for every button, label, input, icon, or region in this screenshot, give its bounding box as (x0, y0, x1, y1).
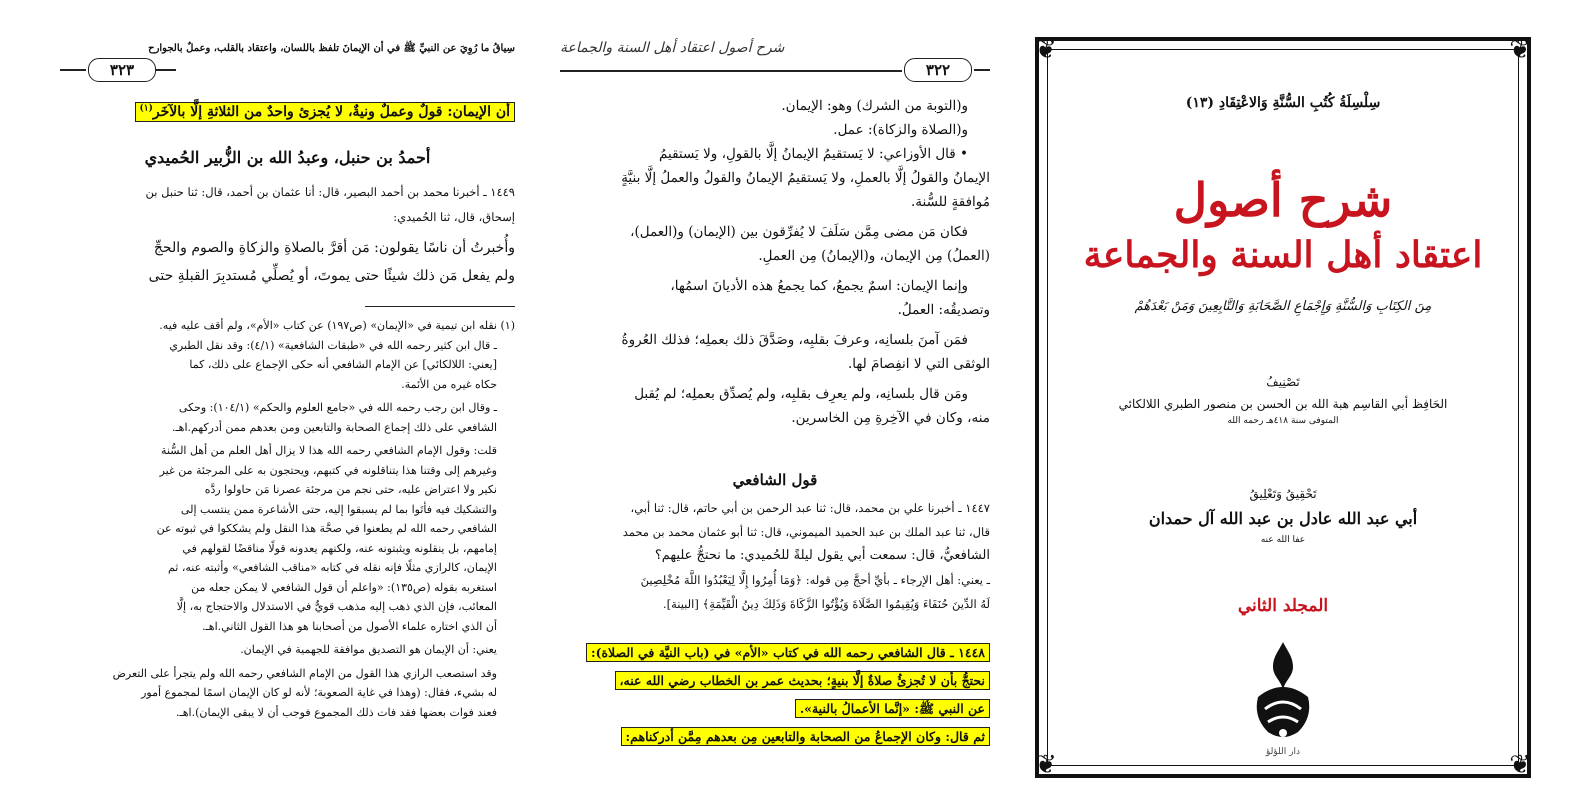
page-number: ٣٢٣ (88, 58, 156, 82)
line-1449-2: إسحاق، قال، ثنا الحُميدي: (393, 210, 515, 224)
editor-name: أبي عبد الله عادل بن عبد الله آل حمدان (1148, 509, 1418, 528)
body-line: الشافعيُّ، قال: سمعت أبي يقول ليلةً للحُميدي: ما نحتجُّ عليهم؟ (654, 548, 990, 563)
body-line: • قال الأوزاعي: لا يَستقيمُ الإيمانُ إلَّا بالقولِ، ولا يَستقيمُ (659, 146, 968, 162)
highlight-line: ثم قال: وكان الإجماعُ من الصحابة والتابعين مِن بعدهم مِمَّن أدركناهم: (621, 727, 990, 746)
section-heading: أحمدُ بن حنبل، وعبدُ الله بن الزُّبير الحُميدي (144, 148, 431, 167)
ornament-icon: ❦ (1509, 35, 1531, 65)
book-cover (1035, 0, 1533, 800)
footnote-line: استغربه بقوله (ص١٣٥): «واعلم أن قول الشافعي لا يمكن جعله من (191, 580, 497, 594)
body-line: (العملُ) مِن الإيمان، و(الإيمانُ) مِن العملِ. (758, 248, 990, 264)
book-title-line1: شرح أصول (1173, 173, 1393, 227)
body-line: و(الصلاة والزكاة): عمل. (833, 122, 968, 138)
highlight-line: عن النبي ﷺ: «إنَّما الأعمالُ بالنية». (795, 699, 990, 718)
footnote-line: قلت: وقول الإمام الشافعي رحمه الله هذا لا يزال أهل العلم من أهل السُّنة (161, 444, 497, 457)
volume-label: المجلد الثاني (1237, 596, 1329, 616)
cover-frame (1035, 37, 1531, 778)
footnote-line: ـ قال ابن كثير رحمه الله في «طبقات الشافعية» (٤/١): وقد نقل الطبري (169, 338, 497, 352)
page-header (60, 43, 515, 84)
editor-note: عفا الله عنه (1260, 535, 1306, 545)
header-rule (156, 69, 176, 71)
footnote-line: (١) نقله ابن تيمية في «الإيمان» (ص١٩٧) عن كتاب «الأم»، ولم أقف عليه فيه. (159, 319, 515, 332)
publisher-logo-icon (1243, 637, 1323, 747)
body-line: قال، ثنا عبد الملك بن عبد الحميد الميموني، قال: ثنا أبو عثمان محمد بن محمد (622, 525, 990, 539)
highlighted-block (586, 640, 990, 750)
footnote-line: الشافعي رحمه الله لم يطعنوا في صحَّة هذا النقل ولم يشككوا في ثبوته عن (156, 522, 497, 535)
body-line: ١٤٤٧ ـ أخبرنا علي بن محمد، قال: ثنا عبد الرحمن بن أبي حاتم، قال: ثنا أبي، (630, 501, 990, 515)
header-rule (560, 70, 902, 72)
footnote-line: إمامهم، بل ينقلونه ويثبتونه عنه، ولكنهم يعدونه قولًا مناقضًا لقولهم في (182, 541, 497, 555)
page-323 (60, 0, 515, 800)
footnote-line: وغيرهم إلى وقتنا هذا يتناقلونه في كتبهم، ويحتجون به على المرجئة من غير (159, 463, 497, 477)
running-title: سِياقُ ما رُوِيَ عن النبيِّ ﷺ في أن الإيمانَ تلفظ باللسان، واعتقاد بالقلب، وعملٌ بالجوارح (148, 43, 515, 54)
footnote-line: وقد استصعب الرازي هذا القول من الإمام الشافعي رحمه الله ولم يتجرأ على التعرض (112, 666, 497, 680)
footnote-line: فعند فوات بعضها فقد فات ذلك المجموع فوجب أن لا يبقى الإيمان).اهـ. (176, 705, 497, 719)
footnote-line: ـ وقال ابن رجب رحمه الله في «جامع العلوم والحكم» (١٠٤/١): وحكى (178, 401, 497, 414)
body-line: منه، وكان في الآخِرةِ مِن الخاسرين. (791, 410, 990, 426)
body-line: ولم يفعل مَن ذلك شيئًا حتى يموتَ، أو يُصلِّي مُستدبِرَ القبلةِ حتى (148, 268, 515, 284)
author-name: الحَافِظ أبي القاسِم هبة الله بن الحسن بن منصور الطبري اللالكائي (1118, 397, 1448, 411)
page-number: ٣٢٢ (904, 58, 972, 82)
section-heading: قول الشافعي (732, 471, 818, 489)
highlight-line: ١٤٤٨ ـ قال الشافعي رحمه الله في كتاب «الأم» في (باب النيَّة في الصلاة): (586, 643, 990, 662)
highlighted-quote (60, 96, 515, 124)
body-line: وأُخبرتُ أن ناسًا يقولون: مَن أقرَّ بالصلاةِ والزكاةِ والصوم والحجِّ (153, 240, 515, 256)
footnote-line: الإيمان، كالرازي مثلًا فإنه نقله في كتابه «مناقب الشافعي» وأثبته عنه، ثم (167, 561, 497, 574)
body-line: مُوافقةٍ للسُّنة. (911, 194, 990, 210)
body-line: الإيمانُ والقولُ إلَّا بالعملِ، ولا يَستقيمُ الإيمانُ والقولُ والعملُ إلَّا بنيَّةٍ (621, 170, 990, 186)
ornament-icon: ❦ (1035, 750, 1057, 780)
book-title-line2: اعتقاد أهل السنة والجماعة (1083, 234, 1483, 276)
ornament-icon: ❦ (1509, 750, 1531, 780)
footnote-line: [يعني: اللالكائي] عن الإمام الشافعي أنه حكى الإجماع على ذلك، كما (189, 358, 497, 371)
footnote-line: نكير ولا اعتراض عليه، حتى نجم من مرجئة عصرنا مَن حاولوا ردَّه (204, 483, 497, 496)
header-rule (974, 69, 990, 71)
subtitle: مِنَ الكِتَابِ وَالسُّنَّةِ وَإِجْمَاعِ الصَّحَابَةِ وَالتَّابِعِينَ وَمَنْ بَعْدَهُمْ (1134, 299, 1432, 314)
body-line: فمَن آمنَ بلسانِه، وعرفَ بقلبِه، وصَدَّقَ ذلك بعملِه؛ فذلك العُروةُ (621, 332, 968, 348)
body-line: ومَن قال بلسانِه، ولم يعرِف بقلبِه، ولم يُصدِّق بعملِه؛ لم يُقبل (634, 386, 968, 402)
footnote-line: المعائب، فإن الذي ذهب إليه مذهب قويٌّ في الاستدلال والاحتجاج به، إلَّا (176, 600, 497, 613)
footnote-line: الشافعي على ذلك إجماع الصحابة والتابعين ومن بعدهم ممن أدركهم.اهـ. (171, 420, 497, 434)
footnotes (60, 316, 515, 722)
body-text-top (560, 94, 990, 430)
footnote-rule (365, 306, 515, 307)
body-line: وإنما الإيمان: اسمٌ يجمعُ، كما يجمعُ هذه الأديانَ اسمُها، (670, 278, 968, 294)
footnote-line: يعني: أن الإيمان هو التصديق موافقة للجهمية في الإيمان. (240, 643, 497, 656)
page-322 (560, 0, 990, 800)
body-text-bottom (560, 496, 990, 616)
body-line: الوثقى التي لا انفِصامَ لها. (848, 356, 990, 372)
running-title: شرح أصول اعتقاد أهل السنة والجماعة (560, 40, 785, 56)
header-rule (60, 69, 86, 71)
footnote-line: والتشكيك فيه فأتَوا بما لم يسبقوا إليه، حتى الأشاعرة ممن ينتسب إلى (180, 502, 497, 516)
body-line: فكان مَن مضى مِمَّن سَلَفَ لا يُفرِّقون بين (الإيمان) و(العمل)، (630, 224, 968, 240)
author-label: تَصْنِيفُ (1266, 375, 1300, 389)
body-line: ـ يعني: أهل الإرجاء ـ بأيِّ أحجَّ مِن قوله: ﴿وَمَا أُمِرُوا إِلَّا لِيَعْبُدُوا اللَّهَ مُخْلِصِينَ (640, 573, 990, 587)
body-line: لَهُ الدِّينَ حُنَفَاءَ وَيُقِيمُوا الصَّلَاةَ وَيُؤْتُوا الزَّكَاةَ وَذَلِكَ دِينُ الْقَيِّمَةِ﴾ [البينة]. (662, 597, 990, 611)
highlight-line: نحتجُّ بأن لا تُجزئُ صلاةٌ إلَّا بنيةٍ؛ بحديث عمر بن الخطاب رضي الله عنه، (615, 671, 991, 690)
footnote-line: له بشيء، فقال: (وهذا في غاية الصعوبة؛ لأنه لو كان الإيمان اسمًا لمجموع أمور (141, 686, 497, 699)
line-1449: ١٤٤٩ ـ أخبرنا محمد بن أحمد البصير، قال: أنا عثمان بن أحمد، قال: ثنا حنبل بن (145, 185, 515, 199)
body-line: وتصديقُه: العملُ. (897, 302, 990, 318)
ornament-icon: ❦ (1035, 35, 1057, 65)
editor-label: تَحْقِيقُ وَتَعْلِيقُ (1249, 487, 1317, 501)
footnote-mark: (١) (139, 103, 153, 113)
series-title: سِلْسِلَةُ كُتُبِ السُّنَّةِ وَالاعْتِقَادِ (١٣) (1185, 95, 1381, 111)
highlight-text: أن الإيمان: قولٌ وعملٌ ونيةٌ، لا يُجزئ واحدٌ من الثلاثةِ إلَّا بالآخَر (152, 103, 510, 120)
body-line: و(التوبة من الشرك) وهو: الإيمان. (781, 98, 968, 114)
footnote-line: حكاه غيره من الأئمة. (401, 377, 497, 391)
publisher-name: دار اللؤلؤ (1266, 747, 1300, 757)
footnote-line: أن الذي اختاره علماء الأصول من أصحابنا هو هذا القول الثاني.اهـ. (202, 619, 497, 633)
page-header (560, 40, 990, 84)
author-death: المتوفى سنة ٤١٨هـ رحمه الله (1227, 416, 1339, 426)
